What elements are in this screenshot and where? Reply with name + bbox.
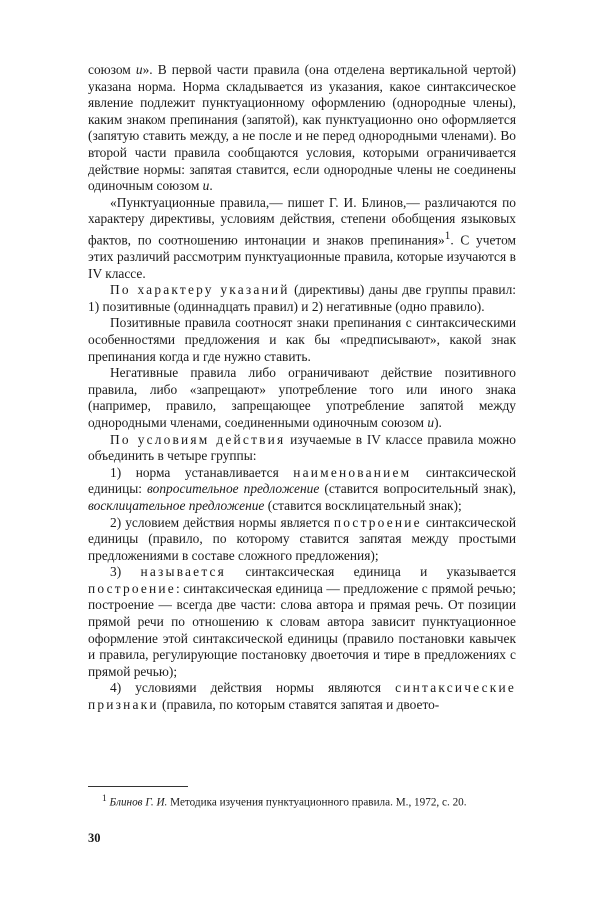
paragraph-negative-rules: Негативные правила либо ограничивают действие позитивного правила, либо «запрещают» употребление того или иного знака (например, правило, запрещающее употребление запятой между однородными членами, соединенными одиночным союзом и).	[88, 365, 516, 430]
list-item-2: 2) условием действия нормы является построение синтаксической единицы (правило, по которому ставится запятая между простыми предложениями в составе сложного предложения);	[88, 514, 516, 563]
list-item-1: 1) норма устанавливается наименованием синтаксической единицы: вопросительное предложение (ставится вопросительный знак), восклицательное предложение (ставится восклицательный знак);	[88, 464, 517, 513]
list-item-4: 4) условиями действия нормы являются синтаксические признаки (правила, по которым ставятся запятая и двоето-	[88, 680, 516, 713]
paragraph-blinov-quote: «Пунктуационные правила,— пишет Г. И. Блинов,— различаются по характеру директивы, условиям действия, степени обобщения языковых фактов, по соотношению интонации и знаков препинания»$^1$. С учетом этих различий рассмотрим пунктуационные правила, которые изучаются в IV классе.	[88, 194, 516, 281]
paragraph-conditions: По условиям действия изучаемые в IV классе правила можно объединить в четыре группы:	[88, 431, 516, 464]
footnote-divider	[88, 786, 188, 787]
footnote-author: Блинов Г. И.	[109, 796, 168, 809]
list-item-3: 3) называется синтаксическая единица и указывается построение: синтаксическая единица — предложение с прямой речью; построение — всегда две части: слова автора и прямая речь. От позиции прямой речи по отношению к словам автора зависит пунктуационное оформление этой синтаксической единицы (правило постановки кавычек и правила, регулирующие постановку двоеточия и тире в предложениях с прямой речью);	[88, 564, 516, 679]
footnote-ref: 1	[444, 229, 451, 242]
main-text	[88, 62, 516, 714]
footnote	[88, 792, 516, 811]
paragraph-positive-rules: Позитивные правила соотносят знаки препинания с синтаксическими особенностями предложения и как бы «предписывают», какой знак препинания когда и где нужно ставить.	[88, 315, 516, 364]
footnote-number: 1	[102, 794, 107, 804]
paragraph-norm-structure: союзом и». В первой части правила (она отделена вертикальной чертой) указана норма. Норма складывается из указания, какое синтаксическое явление подлежит пунктуационному оформлению (однородные члены), каким знаком препинания (запятой), как пунктуационно оно оформляется (запятую ставить между, а не после и не перед однородными членами). Во второй части правила сообщаются условия, которыми ограничивается действие нормы: запятая ставится, если однородные члены не соединены одиночным союзом и.	[88, 62, 516, 194]
paragraph-directive-types: По характеру указаний (директивы) даны две группы правил: 1) позитивные (одиннадцать правил) и 2) негативные (одно правило).	[88, 282, 517, 314]
page-number: 30	[88, 831, 101, 845]
footnote-text: Методика изучения пунктуационного правила. М., 1972, с. 20.	[167, 796, 467, 809]
